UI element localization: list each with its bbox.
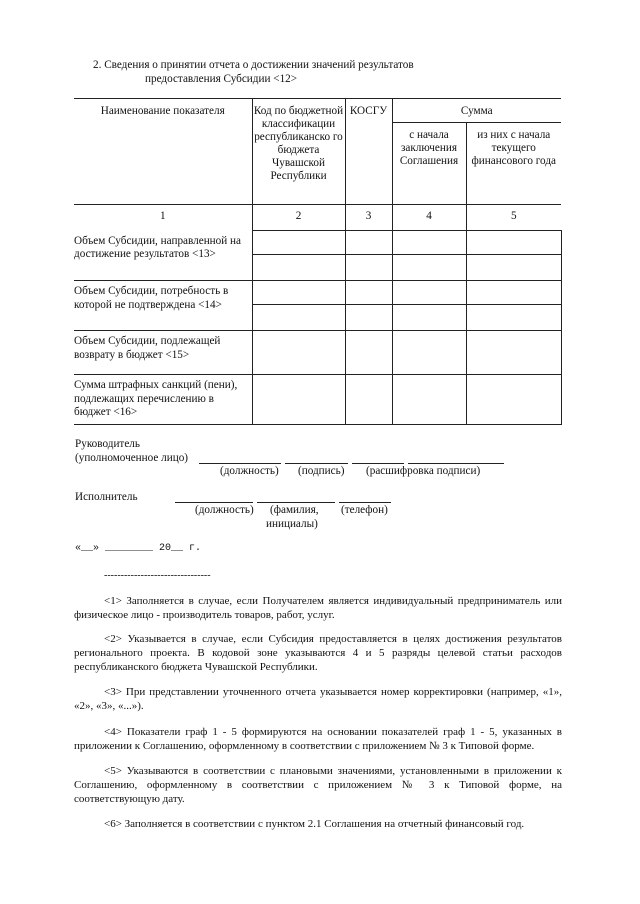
col-number: 3 [345, 205, 392, 231]
table-cell [345, 281, 392, 305]
table-cell [345, 255, 392, 281]
signature-line [199, 451, 281, 464]
table-cell [252, 331, 345, 375]
table-cell [345, 305, 392, 331]
head-caption-decoding: (расшифровка подписи) [366, 465, 481, 477]
signature-line [339, 490, 391, 503]
row-label: Объем Субсидии, потребность в которой не подтверждена <14> [74, 281, 252, 331]
footnote: <6> Заполняется в соответствии с пунктом 2.1 Соглашения на отчетный финансовый год. [104, 818, 525, 830]
table-cell [466, 331, 561, 375]
signature-line [175, 490, 253, 503]
table-cell [466, 375, 561, 425]
table-cell [392, 231, 466, 255]
table-cell [392, 255, 466, 281]
section-title-line2: предоставления Субсидии <12> [145, 73, 298, 85]
header-indicator-name: Наименование показателя [74, 99, 252, 205]
table-cell [466, 255, 561, 281]
section-title-line1: 2. Сведения о принятии отчета о достижении значений результатов [93, 59, 414, 71]
row-label: Объем Субсидии, подлежащей возврату в бюджет <15> [74, 331, 252, 375]
executor-caption-position: (должность) [195, 504, 254, 516]
table-cell [345, 331, 392, 375]
footnote: <3> При представлении уточненного отчета указывается номер корректировки (например, «1», «2», «3», «...»). [74, 686, 562, 712]
table-cell [252, 231, 345, 255]
table-cell [252, 255, 345, 281]
table-cell [392, 305, 466, 331]
table-cell [466, 281, 561, 305]
footnote: <5> Указываются в соответствии с плановыми значениями, установленными в приложении к Соглашению, оформленному в соответствии с приложением № 3 к Типовой форме, на соответствующую дату. [74, 765, 562, 805]
head-caption-position: (должность) [220, 465, 279, 477]
executor-caption-name: (фамилия, [270, 504, 319, 516]
table-cell [466, 305, 561, 331]
row-label: Сумма штрафных санкций (пени), подлежащих перечислению в бюджет <16> [74, 375, 252, 425]
table-cell [466, 231, 561, 255]
col-number: 2 [252, 205, 345, 231]
section-title [93, 58, 414, 86]
table-cell [252, 375, 345, 425]
signature-line [285, 451, 348, 464]
signature-line [352, 451, 404, 464]
signature-line [408, 451, 504, 464]
col-number: 4 [392, 205, 466, 231]
executor-caption-phone: (телефон) [341, 504, 388, 516]
footnote: <2> Указывается в случае, если Субсидия предоставляется в целях достижения результатов регионального проекта. В кодовой зоне указываются 4 и 5 разряды целевой статьи расходов республиканского бюджета Чувашской Республики. [74, 633, 562, 673]
footnote: <1> Заполняется в случае, если Получателем является индивидуальный предприниматель или физическое лицо - производитель товаров, работ, услуг. [74, 595, 562, 621]
header-budget-code: Код по бюджетной классификации республиканско го бюджета Чувашской Республики [252, 99, 345, 205]
row-label: Объем Субсидии, направленной на достижение результатов <13> [74, 231, 252, 281]
head-label-sub: (уполномоченное лицо) [75, 452, 189, 464]
table-cell [392, 375, 466, 425]
header-kosgu: КОСГУ [345, 99, 392, 205]
table-cell [252, 305, 345, 331]
signature-line [257, 490, 335, 503]
report-table [74, 98, 562, 425]
head-label: Руководитель [75, 438, 140, 450]
separator-line: -------------------------------- [104, 570, 211, 581]
table-cell [345, 375, 392, 425]
table-cell [392, 331, 466, 375]
col-number: 5 [466, 205, 561, 231]
footnote: <4> Показатели граф 1 - 5 формируются на основании показателей граф 1 - 5, указанных в приложении к Соглашению, оформленному в соответствии с приложением № 3 к Типовой форме. [74, 726, 562, 752]
date-field: «__» ________ 20__ г. [75, 543, 202, 554]
table-cell [345, 231, 392, 255]
table-cell [392, 281, 466, 305]
header-sum: Сумма [392, 99, 561, 123]
col-number: 1 [74, 205, 252, 231]
header-since-agreement: с начала заключения Соглашения [392, 123, 466, 205]
executor-caption-initials: инициалы) [266, 518, 318, 530]
executor-label: Исполнитель [75, 491, 138, 503]
header-current-year: из них с начала текущего финансового года [471, 129, 556, 167]
table-cell [252, 281, 345, 305]
head-caption-signature: (подпись) [298, 465, 345, 477]
